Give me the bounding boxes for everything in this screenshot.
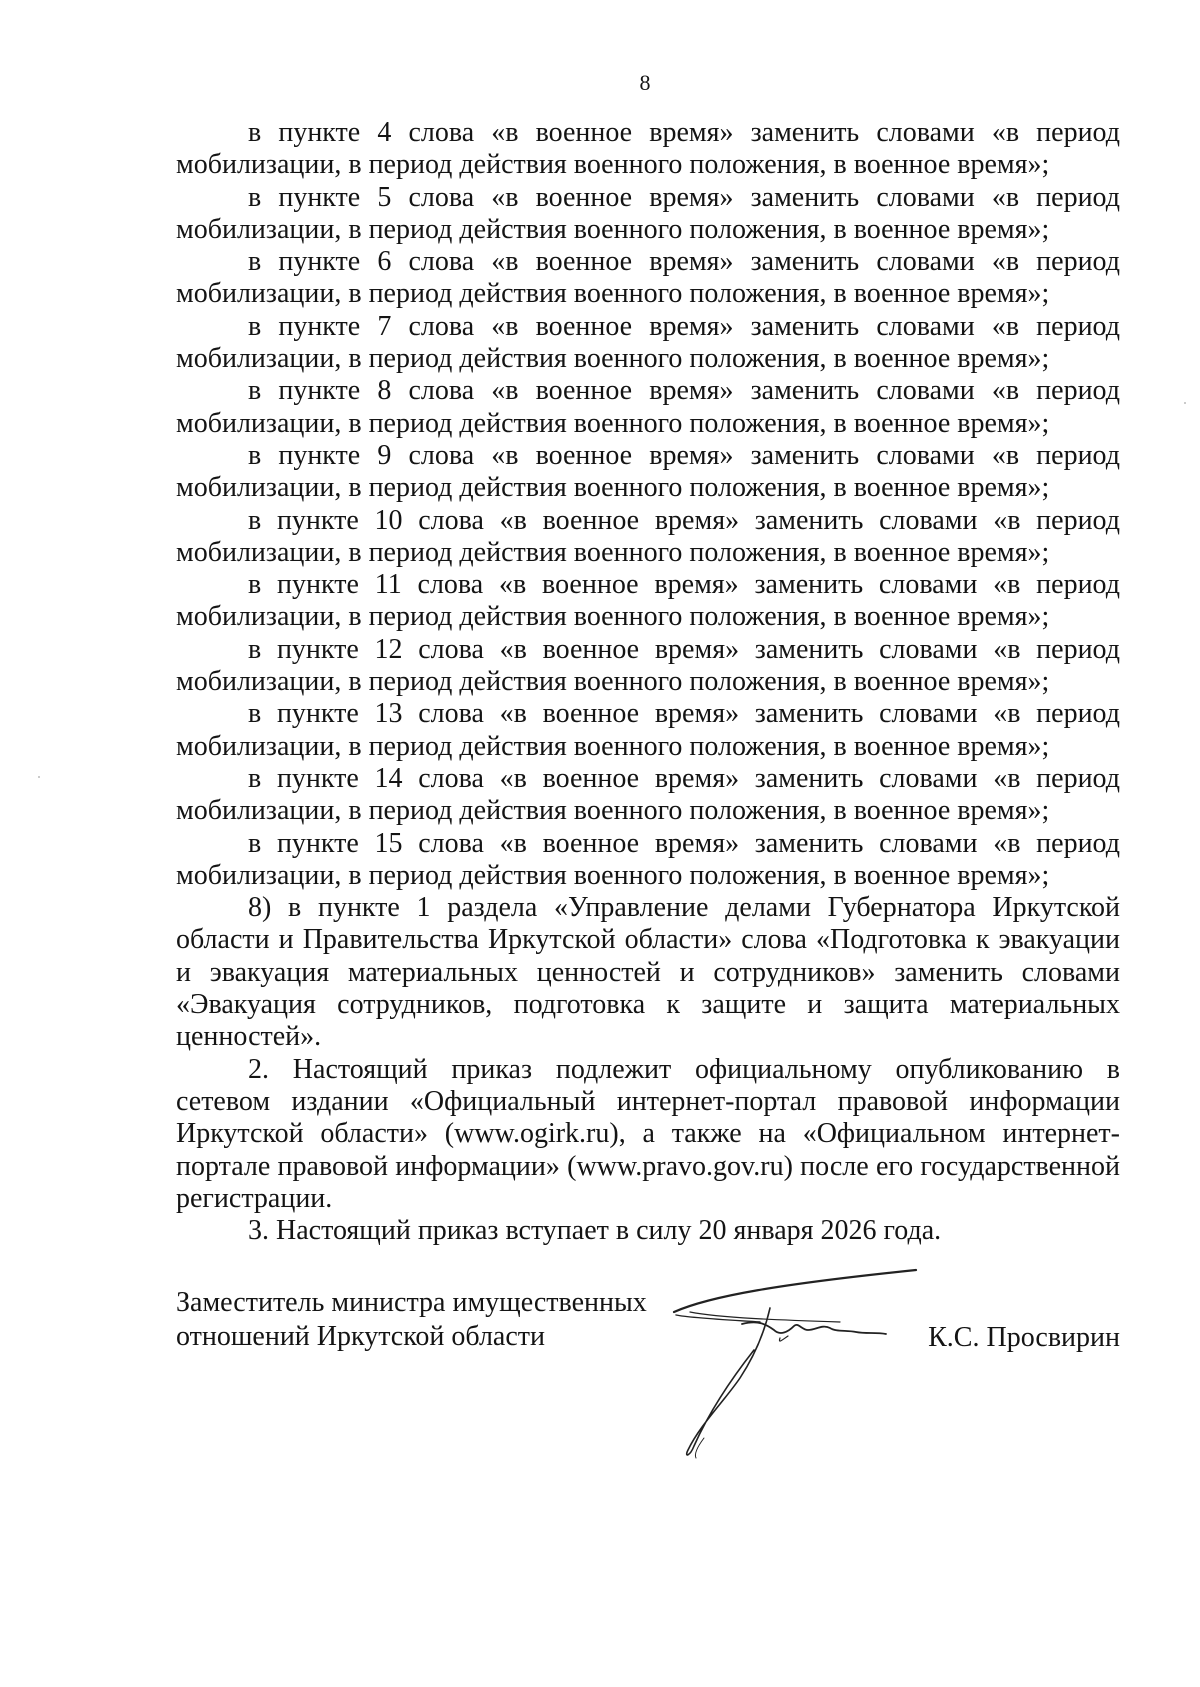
publication-clause: 2. Настоящий приказ подлежит официальному опубликованию в сетевом издании «Официальный интернет-портал правовой информации Иркутской области» (www.ogirk.ru), а также на «Официальном интернет-портале правовой информации» (www.pravo.gov.ru) после его государственной регистрации. [176,1053,1120,1214]
amendment-paragraph: в пункте 5 слова «в военное время» заменить словами «в период мобилизации, в период действия военного положения, в военное время»; [176,181,1120,245]
page-number: 8 [639,70,651,95]
amendment-paragraph: в пункте 8 слова «в военное время» заменить словами «в период мобилизации, в период действия военного положения, в военное время»; [176,375,1120,439]
amendment-paragraph: в пункте 9 слова «в военное время» заменить словами «в период мобилизации, в период действия военного положения, в военное время»; [176,439,1120,504]
document-body [176,117,1120,1247]
handwritten-signature [670,1260,930,1460]
amendment-paragraph: в пункте 11 слова «в военное время» заменить словами «в период мобилизации, в период действия военного положения, в военное время»; [176,569,1120,633]
signer-title-line: отношений Иркутской области [176,1321,545,1352]
scan-speck [1184,402,1186,404]
amendment-paragraph: в пункте 10 слова «в военное время» заменить словами «в период мобилизации, в период действия военного положения, в военное время»; [176,504,1120,568]
amendment-paragraph: в пункте 15 слова «в военное время» заменить словами «в период мобилизации, в период действия военного положения, в военное время»; [176,827,1120,891]
section-amendment-paragraph: 8) в пункте 1 раздела «Управление делами Губернатора Иркутской области и Правительства Иркутской области» слова «Подготовка к эвакуации и эвакуация материальных ценностей и сотрудников» заменить словами «Эвакуация сотрудников, подготовка к защите и защита материальных ценностей». [176,892,1120,1053]
amendment-paragraph: в пункте 13 слова «в военное время» заменить словами «в период мобилизации, в период действия военного положения, в военное время»; [176,698,1120,762]
amendment-paragraph: в пункте 7 слова «в военное время» заменить словами «в период мобилизации, в период действия военного положения, в военное время»; [176,310,1120,375]
signer-title-line: Заместитель министра имущественных [176,1287,647,1318]
scan-speck [38,776,40,778]
effective-date-clause: 3. Настоящий приказ вступает в силу 20 января 2026 года. [248,1215,942,1247]
signer-title [176,1286,647,1354]
amendment-paragraph: в пункте 4 слова «в военное время» заменить словами «в период мобилизации, в период действия военного положения, в военное время»; [176,117,1120,181]
amendment-paragraph: в пункте 6 слова «в военное время» заменить словами «в период мобилизации, в период действия военного положения, в военное время»; [176,246,1120,310]
amendment-paragraph: в пункте 12 слова «в военное время» заменить словами «в период мобилизации, в период действия военного положения, в военное время»; [176,633,1120,698]
amendment-paragraph: в пункте 14 слова «в военное время» заменить словами «в период мобилизации, в период действия военного положения, в военное время»; [176,762,1120,827]
signer-name: К.С. Просвирин [928,1322,1120,1353]
